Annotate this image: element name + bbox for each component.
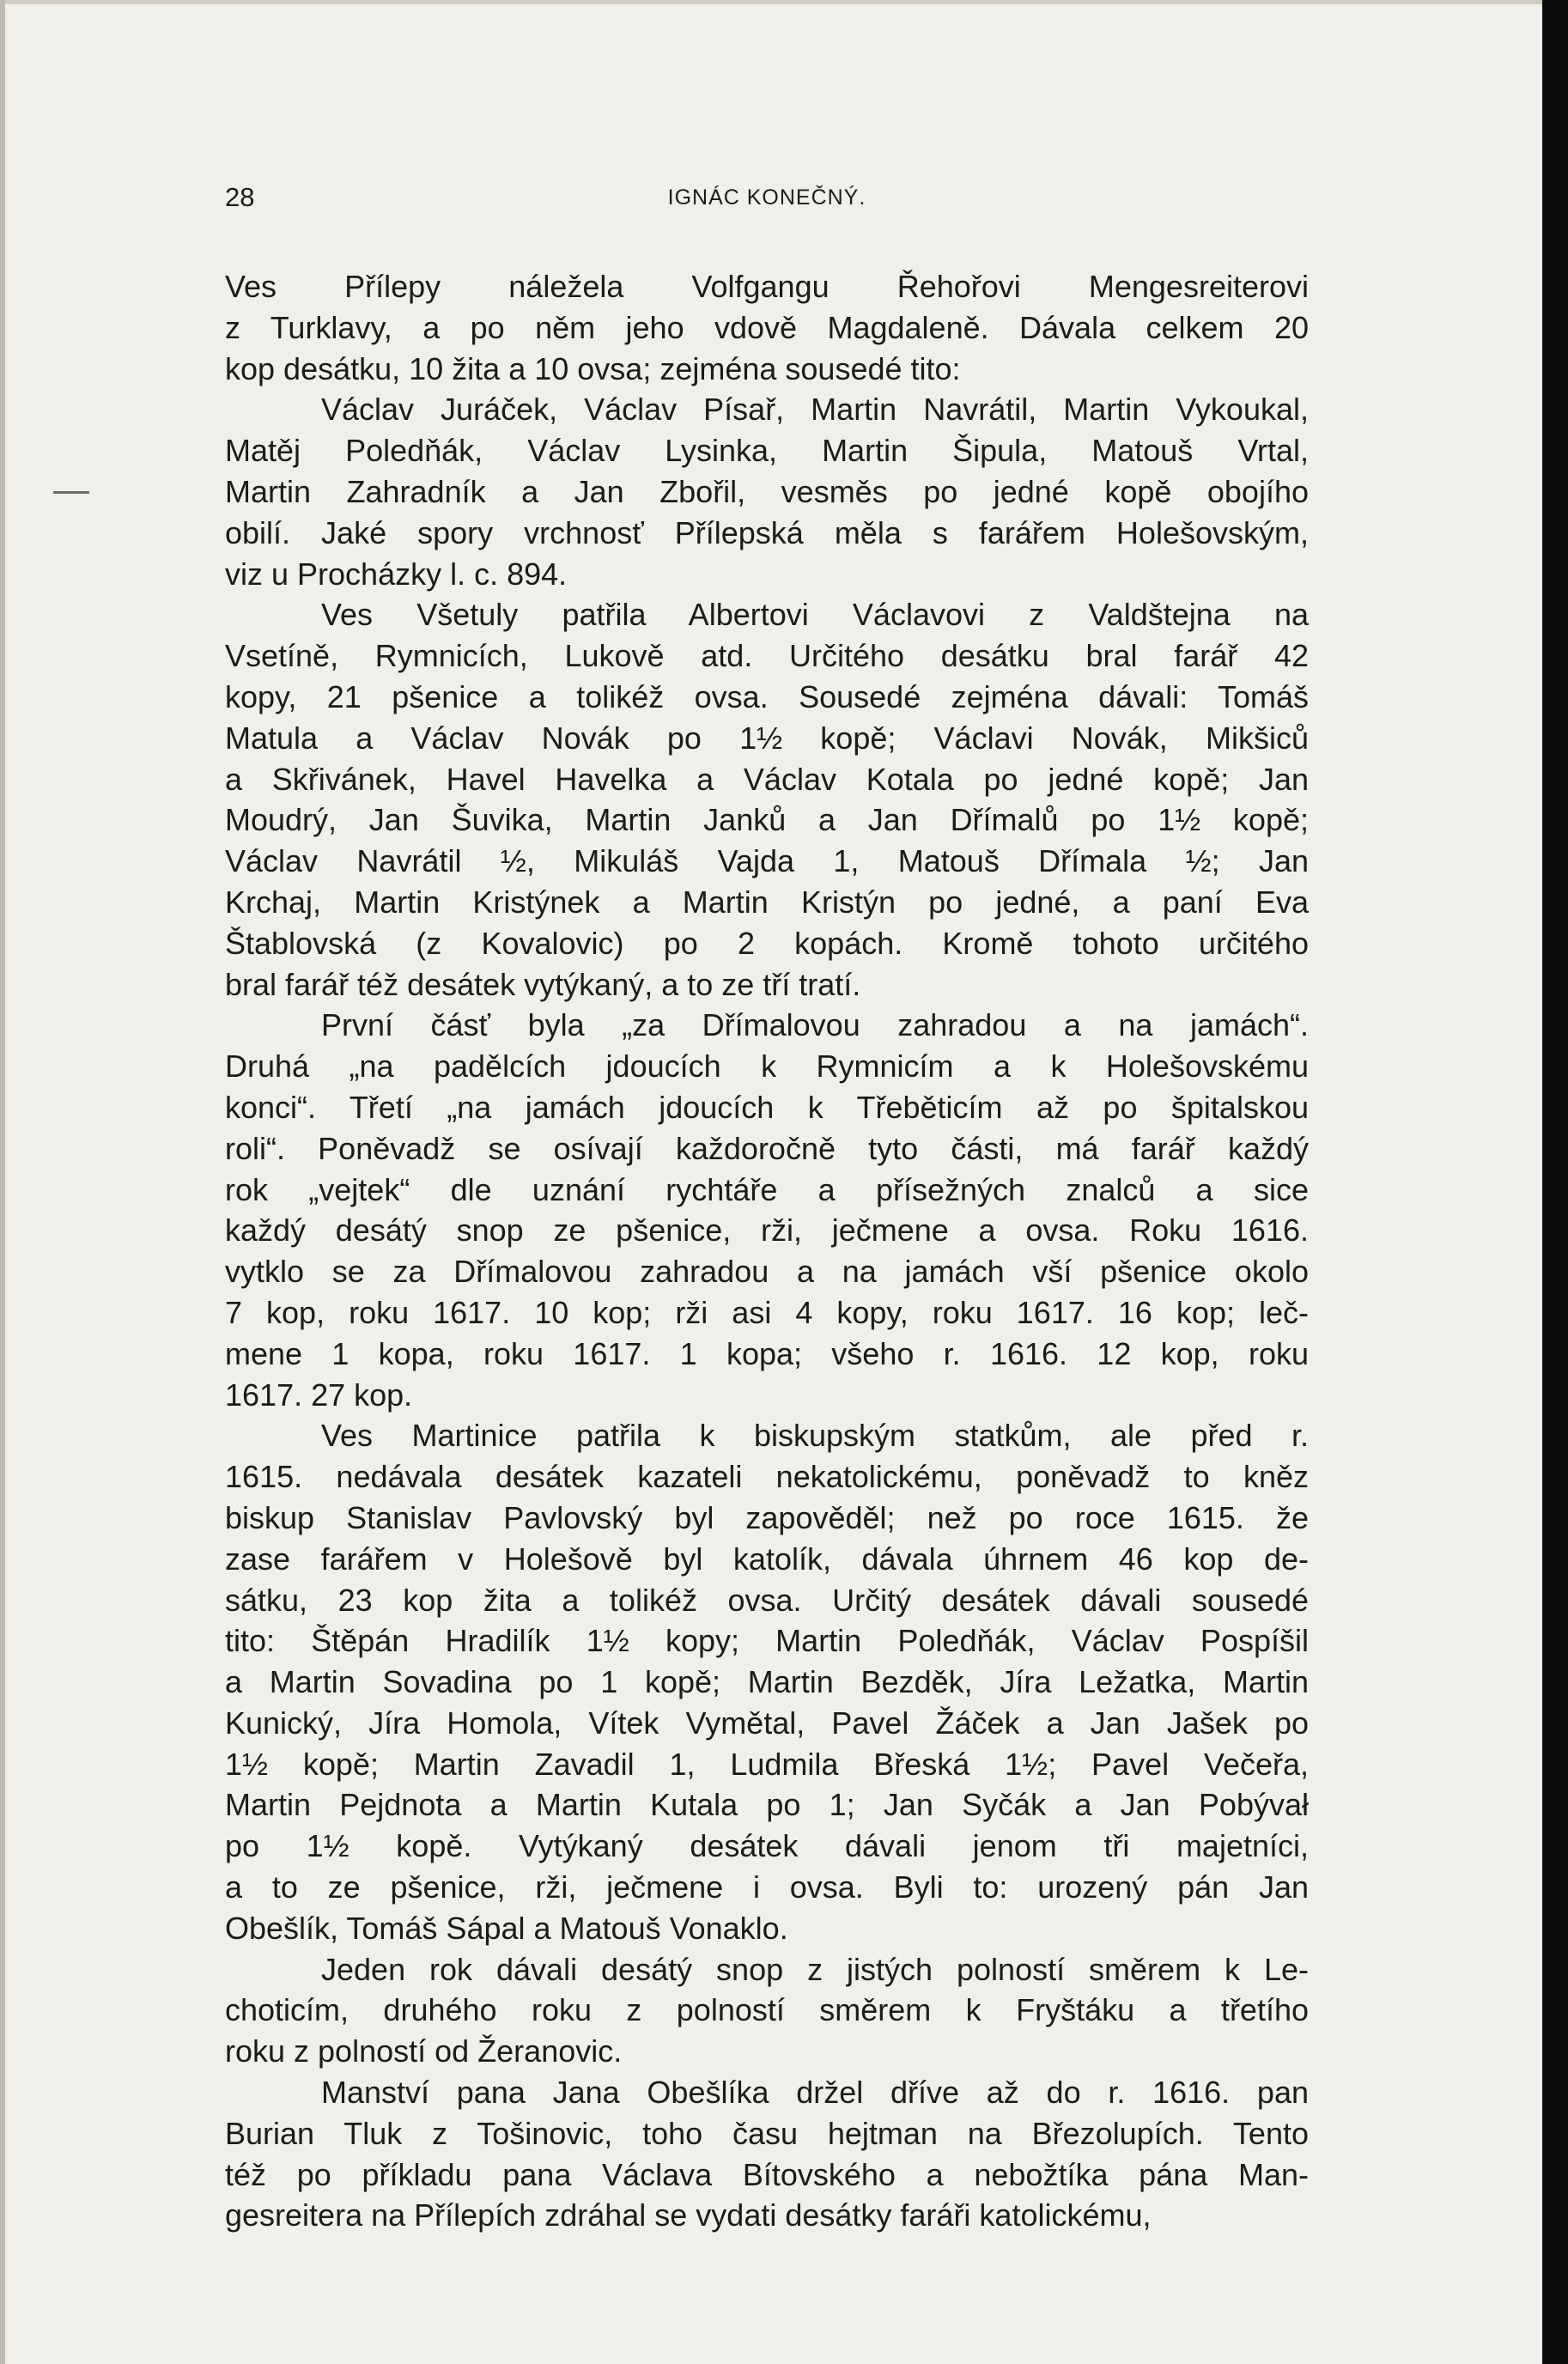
paragraph-6: [225, 1949, 1309, 2072]
text-line: konci“. Třetí „na jamách jdoucích k Třeběticím až po špitalskou: [225, 1089, 1309, 1125]
text-line: 1½ kopě; Martin Zavadil 1, Ludmila Břeská 1½; Pavel Večeřa,: [225, 1746, 1309, 1782]
text-line: bral farář též desátek vytýkaný, a to ze tří tratí.: [225, 966, 861, 1002]
text-line: roku z polností od Žeranovic.: [225, 2033, 623, 2069]
text-line: Jeden rok dávali desátý snop z jistých polností směrem k Le-: [321, 1951, 1309, 1987]
text-line: Druhá „na padělcích jdoucích k Rymnicím a k Holešovskému: [225, 1048, 1309, 1085]
paragraph-4: [225, 1005, 1309, 1415]
text-line: Ves Martinice patřila k biskupským statkům, ale před r.: [321, 1418, 1309, 1454]
text-line: obilí. Jaké spory vrchnosť Přílepská měla s farářem Holešovským,: [225, 514, 1309, 550]
text-line: Václav Juráček, Václav Písař, Martin Navrátil, Martin Vykoukal,: [321, 392, 1309, 428]
text-line: rok „vejtek“ dle uznání rychtáře a přísežných znalců a sice: [225, 1171, 1309, 1207]
text-line: a to ze pšenice, rži, ječmene i ovsa. Byli to: urozený pán Jan: [225, 1869, 1309, 1905]
paragraph-1: [225, 266, 1309, 389]
text-line: každý desátý snop ze pšenice, rži, ječmene a ovsa. Roku 1616.: [225, 1212, 1309, 1249]
text-line: Štablovská (z Kovalovic) po 2 kopách. Kromě tohoto určitého: [225, 925, 1309, 961]
text-line: roli“. Poněvadž se osívají každoročně tyto části, má farář každý: [225, 1130, 1309, 1166]
text-line: vytklo se za Dřímalovou zahradou a na jamách vší pšenice okolo: [225, 1254, 1309, 1290]
text-line: po 1½ kopě. Vytýkaný desátek dávali jenom tři majetníci,: [225, 1828, 1309, 1864]
text-line: a Martin Sovadina po 1 kopě; Martin Bezděk, Jíra Ležatka, Martin: [225, 1664, 1309, 1700]
page-header: [225, 176, 1309, 219]
margin-mark: [53, 491, 89, 494]
paragraph-5: [225, 1415, 1309, 1948]
text-line: biskup Stanislav Pavlovský byl zapověděl; než po roce 1615. že: [225, 1499, 1309, 1535]
text-line: a Skřivánek, Havel Havelka a Václav Kotala po jedné kopě; Jan: [225, 761, 1309, 797]
text-line: Manství pana Jana Obešlíka držel dříve až do r. 1616. pan: [321, 2075, 1309, 2111]
text-line: 1617. 27 kop.: [225, 1376, 413, 1413]
text-line: choticím, druhého roku z polností směrem k Fryštáku a třetího: [225, 1992, 1309, 2028]
paragraph-3: [225, 594, 1309, 1005]
paragraph-2: [225, 389, 1309, 594]
text-line: Obešlík, Tomáš Sápal a Matouš Vonaklo.: [225, 1910, 788, 1946]
text-line: Martin Pejdnota a Martin Kutala po 1; Jan Syčák a Jan Pobývał: [225, 1787, 1309, 1823]
text-line: Václav Navrátil ½, Mikuláš Vajda 1, Matouš Dřímala ½; Jan: [225, 843, 1309, 879]
text-line: kopy, 21 pšenice a tolikéž ovsa. Sousedé zejména dávali: Tomáš: [225, 678, 1309, 714]
scan-edge-right: [1542, 0, 1568, 2364]
text-line: Matula a Václav Novák po 1½ kopě; Václavi Novák, Mikšiců: [225, 720, 1309, 756]
text-line: tito: Štěpán Hradilík 1½ kopy; Martin Poledňák, Václav Pospíšil: [225, 1623, 1309, 1659]
text-line: Vsetíně, Rymnicích, Lukově atd. Určitého desátku bral farář 42: [225, 638, 1309, 674]
text-line: Ves Přílepy náležela Volfgangu Řehořovi Mengesreiterovi: [225, 269, 1309, 304]
text-line: z Turklavy, a po něm jeho vdově Magdaleně. Dávala celkem 20: [225, 309, 1309, 345]
text-body: [225, 266, 1309, 2236]
text-line: První čásť byla „za Dřímalovou zahradou a na jamách“.: [321, 1007, 1309, 1043]
text-line: 7 kop, roku 1617. 10 kop; rži asi 4 kopy, roku 1617. 16 kop; leč-: [225, 1294, 1309, 1330]
text-line: Martin Zahradník a Jan Zbořil, vesměs po jedné kopě obojího: [225, 473, 1309, 509]
text-line: Krchaj, Martin Kristýnek a Martin Kristýn po jedné, a paní Eva: [225, 884, 1309, 920]
scan-edge-left: [0, 0, 5, 2364]
text-line: Kunický, Jíra Homola, Vítek Vymětal, Pavel Žáček a Jan Jašek po: [225, 1705, 1309, 1741]
text-line: Ves Všetuly patřila Albertovi Václavovi z Valdštejna na: [321, 597, 1309, 633]
text-line: zase farářem v Holešově byl katolík, dávala úhrnem 46 kop de-: [225, 1541, 1309, 1577]
text-line: kop desátku, 10 žita a 10 ovsa; zejména sousedé tito:: [225, 350, 961, 386]
text-line: viz u Procházky l. c. 894.: [225, 556, 568, 592]
text-line: Matěj Poledňák, Václav Lysinka, Martin Šipula, Matouš Vrtal,: [225, 433, 1309, 469]
page-number: 28: [225, 182, 255, 212]
text-line: mene 1 kopa, roku 1617. 1 kopa; všeho r. 1616. 12 kop, roku: [225, 1335, 1309, 1371]
text-line: 1615. nedávala desátek kazateli nekatolickému, poněvadž to kněz: [225, 1459, 1309, 1495]
text-line: gesreitera na Přílepích zdráhal se vydati desátky faráři katolickému,: [225, 2197, 1152, 2233]
text-line: též po příkladu pana Václava Bítovského a nebožtíka pána Man-: [225, 2156, 1309, 2192]
text-line: Burian Tluk z Tošinovic, toho času hejtman na Březolupích. Tento: [225, 2115, 1309, 2151]
paragraph-7: [225, 2072, 1309, 2236]
text-line: sátku, 23 kop žita a tolikéž ovsa. Určitý desátek dávali sousedé: [225, 1582, 1309, 1618]
scan-edge-top: [0, 0, 1568, 4]
text-line: Moudrý, Jan Šuvika, Martin Janků a Jan Dřímalů po 1½ kopě;: [225, 802, 1309, 838]
running-head: IGNÁC KONEČNÝ.: [667, 185, 866, 210]
